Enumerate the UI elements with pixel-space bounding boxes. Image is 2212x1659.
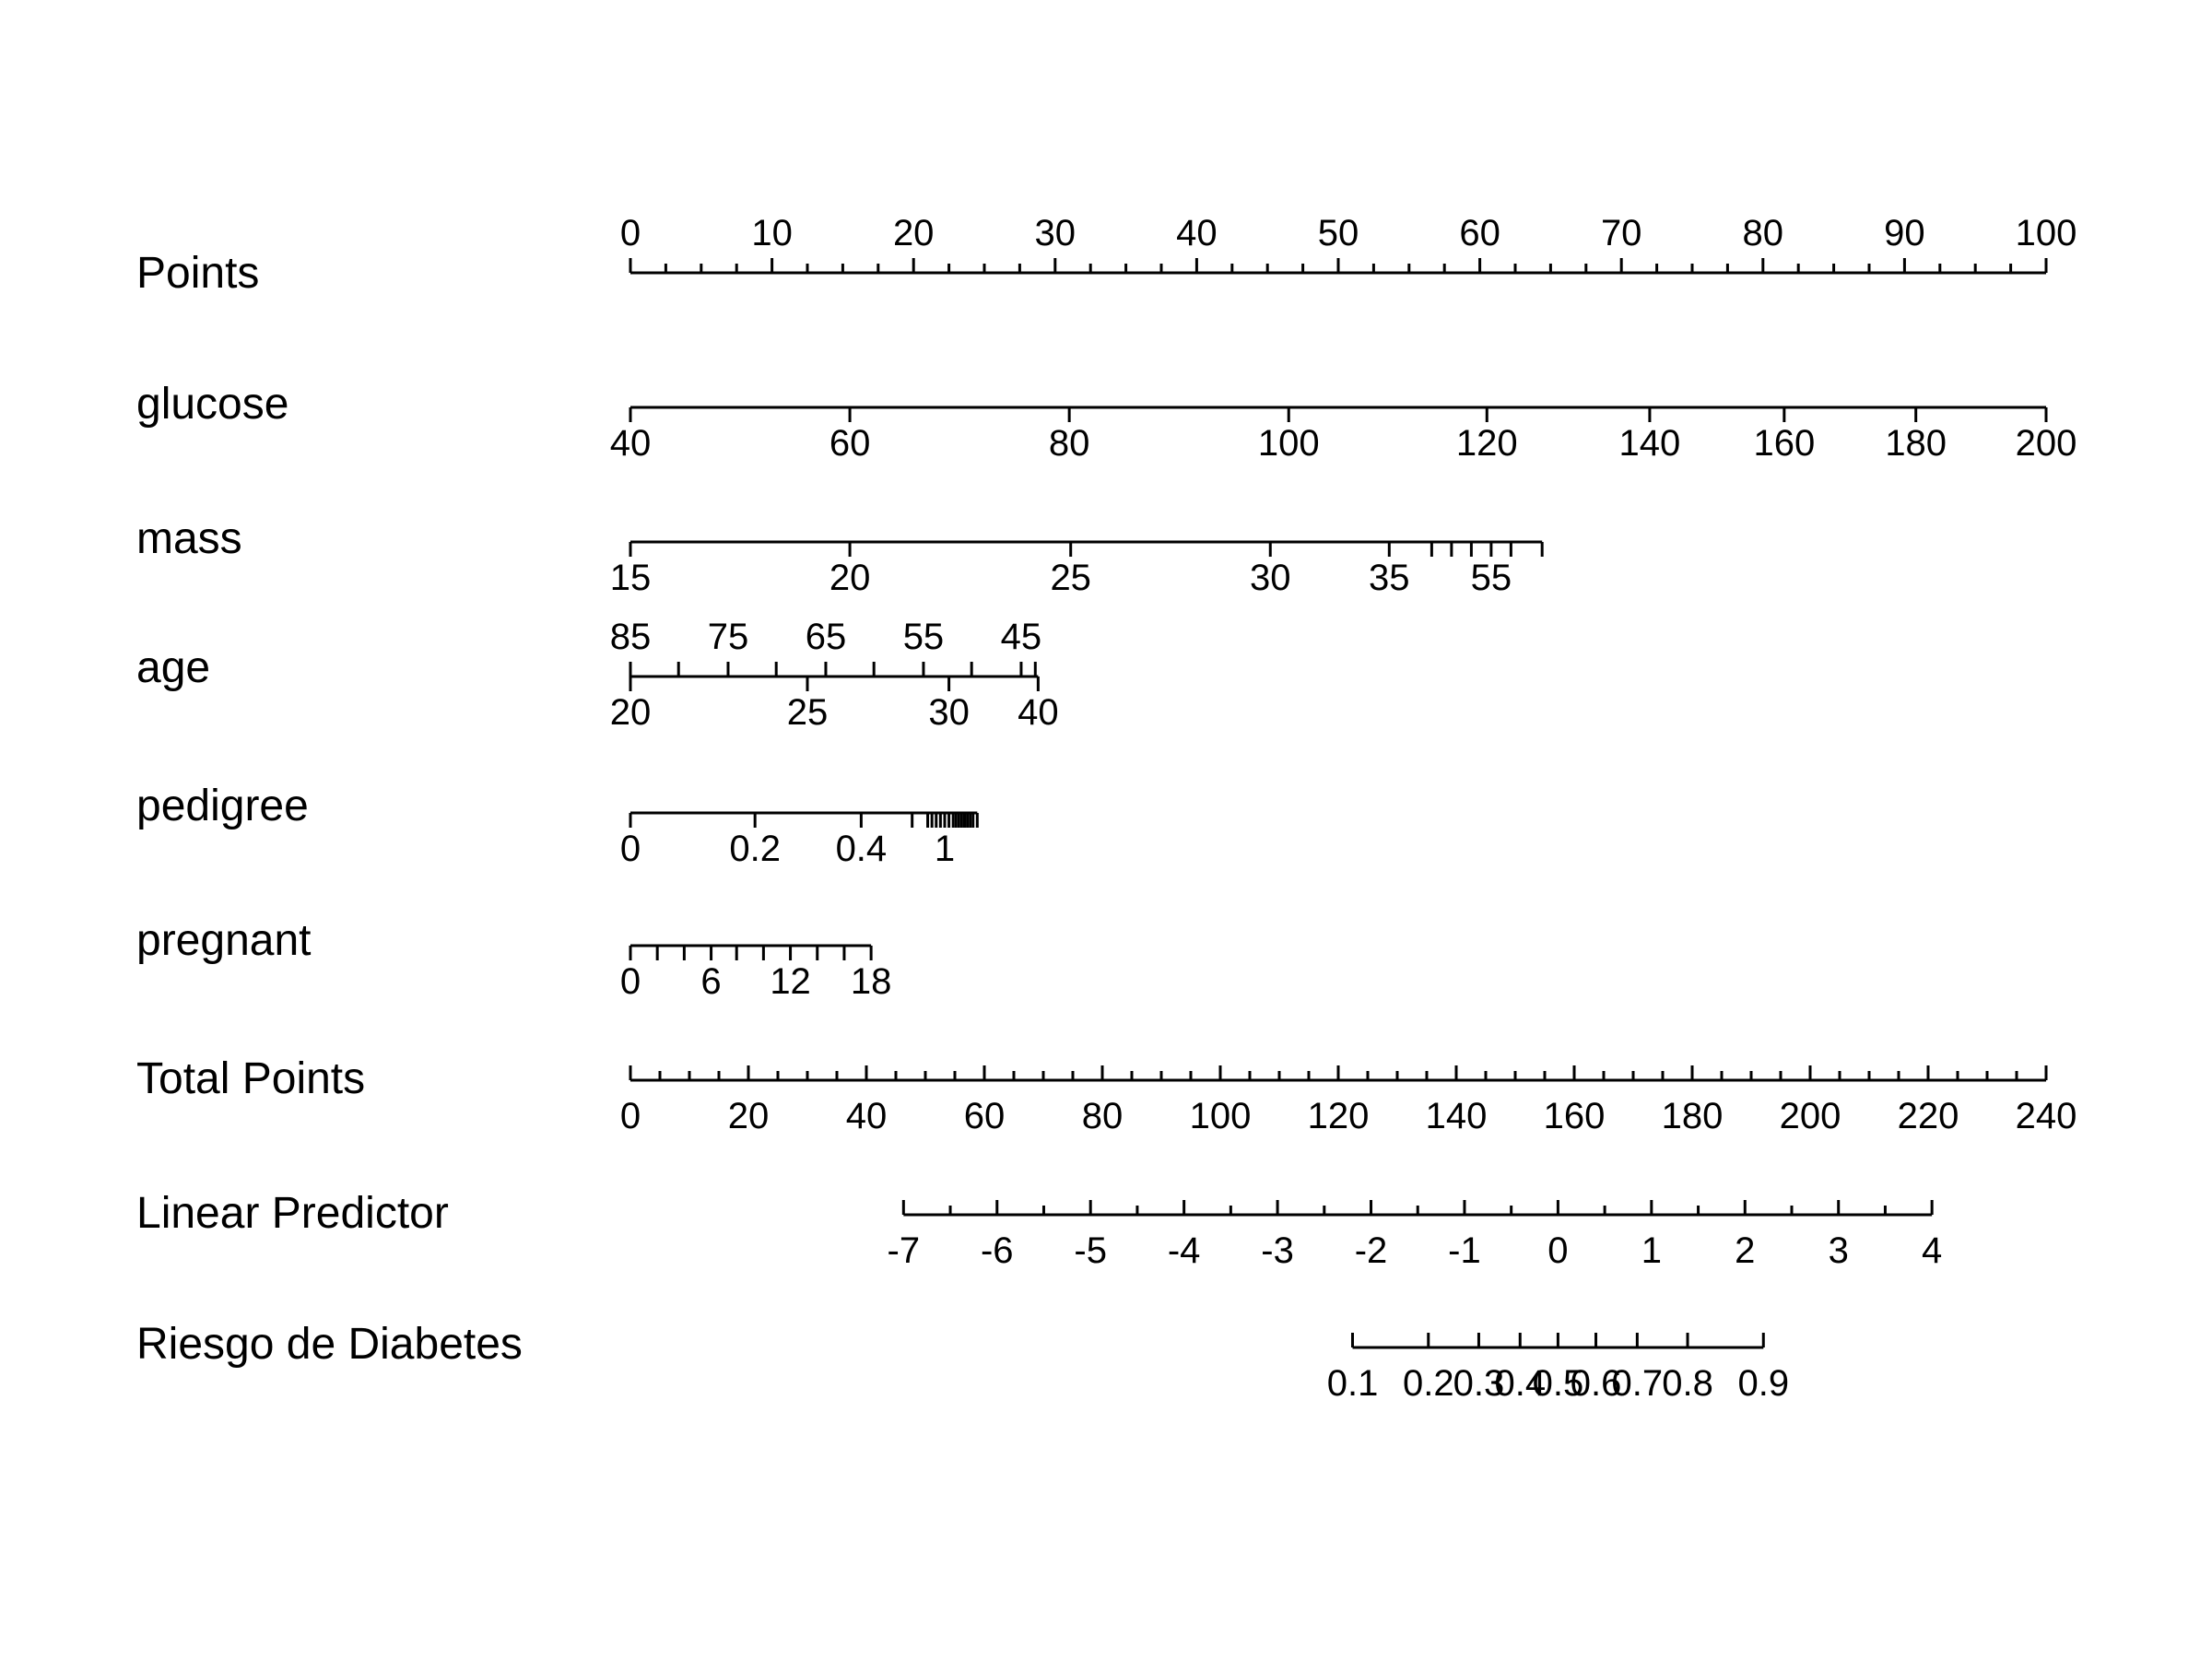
- tick-label-total-points: 220: [1897, 1096, 1959, 1136]
- tick-label-riesgo-de-diabetes: 0.6: [1570, 1363, 1622, 1404]
- tick-label-mass: 55: [1470, 558, 1512, 598]
- tick-label-mass: 15: [609, 558, 652, 598]
- tick-label-glucose: 180: [1885, 423, 1947, 464]
- tick-label-linear-predictor: -1: [1448, 1230, 1481, 1271]
- tick-label-glucose: 140: [1618, 423, 1681, 464]
- tick-label-linear-predictor: 1: [1641, 1230, 1662, 1271]
- top-tick-label-age: 45: [1000, 617, 1042, 657]
- tick-label-riesgo-de-diabetes: 0.5: [1532, 1363, 1584, 1404]
- tick-label-glucose: 80: [1048, 423, 1090, 464]
- bottom-tick-label-age: 40: [1018, 692, 1059, 733]
- row-label-mass: mass: [136, 514, 242, 563]
- tick-label-total-points: 180: [1661, 1096, 1724, 1136]
- tick-label-points: 80: [1742, 213, 1784, 253]
- tick-label-glucose: 160: [1753, 423, 1816, 464]
- tick-label-riesgo-de-diabetes: 0.3: [1453, 1363, 1505, 1404]
- tick-label-linear-predictor: 3: [1828, 1230, 1849, 1271]
- tick-label-points: 50: [1317, 213, 1359, 253]
- tick-label-pregnant: 6: [700, 961, 722, 1002]
- tick-label-linear-predictor: -7: [887, 1230, 921, 1271]
- row-label-pedigree: pedigree: [136, 782, 309, 830]
- row-label-pregnant: pregnant: [136, 916, 312, 965]
- tick-label-pregnant: 18: [850, 961, 892, 1002]
- tick-label-glucose: 60: [829, 423, 871, 464]
- tick-label-pregnant: 12: [770, 961, 811, 1002]
- tick-label-total-points: 60: [963, 1096, 1006, 1136]
- tick-label-riesgo-de-diabetes: 0.2: [1402, 1363, 1454, 1404]
- tick-label-riesgo-de-diabetes: 0.8: [1662, 1363, 1713, 1404]
- tick-label-riesgo-de-diabetes: 0.1: [1326, 1363, 1379, 1404]
- tick-label-points: 30: [1034, 213, 1077, 253]
- tick-label-total-points: 20: [727, 1096, 770, 1136]
- tick-label-glucose: 200: [2015, 423, 2077, 464]
- tick-label-points: 40: [1176, 213, 1218, 253]
- tick-label-total-points: 80: [1081, 1096, 1124, 1136]
- row-label-points: Points: [136, 249, 260, 298]
- tick-label-points: 100: [2015, 213, 2077, 253]
- tick-label-total-points: 200: [1779, 1096, 1841, 1136]
- tick-label-linear-predictor: 4: [1922, 1230, 1943, 1271]
- tick-label-linear-predictor: -4: [1167, 1230, 1201, 1271]
- tick-label-pedigree: 0: [619, 829, 641, 869]
- row-label-glucose: glucose: [136, 380, 289, 429]
- top-tick-label-age: 75: [707, 617, 749, 657]
- tick-label-total-points: 120: [1307, 1096, 1370, 1136]
- row-label-total-points: Total Points: [136, 1054, 366, 1103]
- tick-label-pregnant: 0: [619, 961, 641, 1002]
- tick-label-total-points: 140: [1425, 1096, 1488, 1136]
- tick-label-points: 0: [619, 213, 641, 253]
- tick-label-pedigree: 1: [934, 829, 956, 869]
- tick-label-total-points: 240: [2015, 1096, 2077, 1136]
- tick-label-mass: 20: [829, 558, 871, 598]
- bottom-tick-label-age: 25: [786, 692, 829, 733]
- tick-label-linear-predictor: -6: [980, 1230, 1014, 1271]
- tick-label-glucose: 40: [609, 423, 652, 464]
- tick-label-total-points: 100: [1189, 1096, 1252, 1136]
- top-tick-label-age: 85: [609, 617, 652, 657]
- tick-label-total-points: 160: [1543, 1096, 1606, 1136]
- row-label-riesgo-de-diabetes: Riesgo de Diabetes: [136, 1320, 523, 1369]
- top-tick-label-age: 55: [902, 617, 945, 657]
- row-label-age: age: [136, 643, 211, 692]
- bottom-tick-label-age: 20: [609, 692, 652, 733]
- tick-label-linear-predictor: -5: [1074, 1230, 1107, 1271]
- tick-label-riesgo-de-diabetes: 0.9: [1737, 1363, 1790, 1404]
- tick-label-total-points: 40: [845, 1096, 888, 1136]
- tick-label-total-points: 0: [619, 1096, 641, 1136]
- tick-label-points: 90: [1884, 213, 1925, 253]
- tick-label-glucose: 100: [1257, 423, 1320, 464]
- tick-label-linear-predictor: 0: [1547, 1230, 1569, 1271]
- tick-label-points: 60: [1459, 213, 1500, 253]
- tick-label-mass: 35: [1369, 558, 1410, 598]
- tick-label-riesgo-de-diabetes: 0.7: [1611, 1363, 1664, 1404]
- tick-label-mass: 25: [1050, 558, 1091, 598]
- bottom-tick-label-age: 30: [928, 692, 970, 733]
- tick-label-glucose: 120: [1455, 423, 1518, 464]
- tick-label-linear-predictor: -3: [1261, 1230, 1294, 1271]
- tick-label-mass: 30: [1250, 558, 1291, 598]
- tick-label-points: 20: [892, 213, 935, 253]
- tick-label-points: 70: [1600, 213, 1642, 253]
- top-tick-label-age: 65: [805, 617, 847, 657]
- tick-label-riesgo-de-diabetes: 0.4: [1494, 1363, 1547, 1404]
- tick-label-linear-predictor: -2: [1354, 1230, 1388, 1271]
- tick-label-pedigree: 0.2: [729, 829, 781, 869]
- tick-label-points: 10: [751, 213, 793, 253]
- row-label-linear-predictor: Linear Predictor: [136, 1189, 449, 1238]
- tick-label-pedigree: 0.4: [835, 829, 888, 869]
- tick-label-linear-predictor: 2: [1735, 1230, 1756, 1271]
